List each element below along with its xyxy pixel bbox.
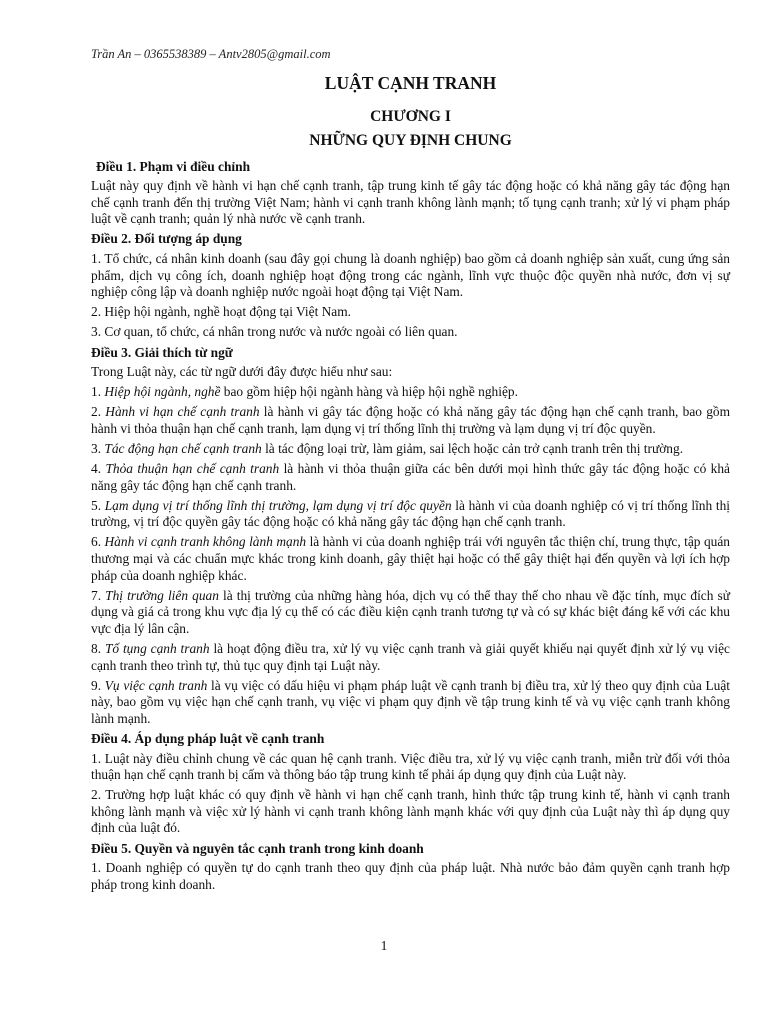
definition-item-5: 5. Lạm dụng vị trí thống lĩnh thị trường, lạm dụng vị trí độc quyền là hành vi của doanh nghiệp có vị trí thống lĩnh thị trường, vị trí độc quyền gây tác động hoặc có khả năng gây tác động hạn chế cạnh tranh. [91, 497, 730, 530]
article-4-clause-2: 2. Trường hợp luật khác có quy định về hành vi hạn chế cạnh tranh, hình thức tập trung kinh tế, hành vi cạnh tranh không lành mạnh và việc xử lý hành vi cạnh tranh không lành mạnh khác với quy định của Luật này thì áp dụng quy định của luật đó. [91, 787, 730, 836]
article-1-heading: Điều 1. Phạm vi điều chỉnh [96, 158, 251, 174]
defined-term: Tố tụng cạnh tranh [104, 641, 210, 657]
definition-item-1: 1. Hiệp hội ngành, nghề bao gồm hiệp hội ngành hàng và hiệp hội nghề nghiệp. [91, 384, 518, 400]
defined-term: Vụ việc cạnh tranh [104, 677, 208, 693]
article-2-clause-3: 3. Cơ quan, tổ chức, cá nhân trong nước và nước ngoài có liên quan. [91, 324, 458, 340]
definition-item-3: 3. Tác động hạn chế cạnh tranh là tác động loại trừ, làm giảm, sai lệch hoặc cản trở cạnh tranh trên thị trường. [91, 441, 684, 456]
article-4-heading: Điều 4. Áp dụng pháp luật về cạnh tranh [91, 731, 325, 746]
author-header: Trần An – 0365538389 – Antv2805@gmail.com [91, 47, 331, 61]
definition-item-8: 8. Tố tụng cạnh tranh là hoạt động điều tra, xử lý vụ việc cạnh tranh và giải quyết khiếu nại quyết định xử lý vụ việc cạnh tranh theo trình tự, thủ tục quy định tại Luật này. [91, 641, 730, 673]
definition-item-6: 6. Hành vi cạnh tranh không lành mạnh là hành vi của doanh nghiệp trái với nguyên tắc thiện chí, trung thực, tập quán thương mại và các chuẩn mực khác trong kinh doanh, gây thiệt hại hoặc có thể gây thiệt hại đến quyền và lợi ích hợp pháp của doanh nghiệp khác. [91, 534, 730, 583]
defined-term: Tác động hạn chế cạnh tranh [104, 441, 262, 456]
definition-item-7: 7. Thị trường liên quan là thị trường của những hàng hóa, dịch vụ có thể thay thế cho nhau về đặc tính, mục đích sử dụng và giá cả trong khu vực địa lý cụ thể có các điều kiện cạnh tranh tương tự và có sự khác biệt đáng kể với các khu vực địa lý lân cận. [91, 587, 730, 636]
definition-item-2: 2. Hành vi hạn chế cạnh tranh là hành vi gây tác động hoặc có khả năng gây tác động hạn chế cạnh tranh, bao gồm hành vi thỏa thuận hạn chế cạnh tranh, lạm dụng vị trí thống lĩnh thị trường và lạm dụng vị trí độc quyền. [91, 404, 731, 436]
definition-item-4: 4. Thỏa thuận hạn chế cạnh tranh là hành vi thỏa thuận giữa các bên dưới mọi hình thức gây tác động hoặc có khả năng gây tác động hạn chế cạnh tranh. [91, 461, 730, 493]
chapter-title: NHỮNG QUY ĐỊNH CHUNG [309, 131, 512, 149]
defined-term: Hành vi hạn chế cạnh tranh [105, 404, 260, 420]
page-number: 1 [380, 938, 388, 953]
definition-item-9: 9. Vụ việc cạnh tranh là vụ việc có dấu hiệu vi phạm pháp luật về cạnh tranh bị điều tra, xử lý theo quy định của Luật này, bao gồm vụ việc hạn chế cạnh tranh, vụ việc vi phạm quy định về tập trung kinh tế và vụ việc cạnh tranh không lành mạnh. [91, 677, 731, 726]
document-title: LUẬT CẠNH TRANH [324, 72, 497, 93]
article-1-paragraph: Luật này quy định về hành vi hạn chế cạnh tranh, tập trung kinh tế gây tác động hoặc có khả năng gây tác động hạn chế cạnh tranh đến thị trường Việt Nam; hành vi cạnh tranh không lành mạnh; tố tụng cạnh tranh; xử lý vi phạm pháp luật về cạnh tranh; quản lý nhà nước về cạnh tranh. [91, 178, 730, 227]
defined-term: Thỏa thuận hạn chế cạnh tranh [105, 461, 280, 477]
defined-term: Hiệp hội ngành, nghề [104, 384, 221, 400]
article-2-heading: Điều 2. Đối tượng áp dụng [91, 231, 242, 247]
defined-term: Hành vi cạnh tranh không lành mạnh [104, 534, 307, 550]
chapter-number: CHƯƠNG I [370, 107, 451, 125]
article-2-clause-1: 1. Tổ chức, cá nhân kinh doanh (sau đây gọi chung là doanh nghiệp) bao gồm cả doanh nghiệp sản xuất, cung ứng sản phẩm, dịch vụ công ích, doanh nghiệp hoạt động trong các ngành, lĩnh vực thuộc độc quyền nhà nước, đơn vị sự nghiệp công lập và doanh nghiệp nước ngoài hoạt động tại Việt Nam. [91, 251, 730, 300]
article-4-clause-1: 1. Luật này điều chỉnh chung về các quan hệ cạnh tranh. Việc điều tra, xử lý vụ việc cạnh tranh, miễn trừ đối với thỏa thuận hạn chế cạnh tranh bị cấm và thông báo tập trung kinh tế phải áp dụng quy định của Luật này. [91, 750, 730, 783]
document-page [91, 42, 730, 897]
defined-term: Lạm dụng vị trí thống lĩnh thị trường, lạm dụng vị trí độc quyền [104, 497, 452, 513]
article-3-intro: Trong Luật này, các từ ngữ dưới đây được hiểu như sau: [91, 364, 393, 380]
article-2-clause-2: 2. Hiệp hội ngành, nghề hoạt động tại Việt Nam. [91, 304, 352, 320]
article-5-heading: Điều 5. Quyền và nguyên tắc cạnh tranh trong kinh doanh [91, 840, 424, 856]
defined-term: Thị trường liên quan [105, 587, 219, 603]
article-3-heading: Điều 3. Giải thích từ ngữ [91, 344, 233, 360]
article-5-clause-1: 1. Doanh nghiệp có quyền tự do cạnh tranh theo quy định của pháp luật. Nhà nước bảo đảm quyền cạnh tranh hợp pháp trong kinh doanh. [91, 860, 730, 892]
